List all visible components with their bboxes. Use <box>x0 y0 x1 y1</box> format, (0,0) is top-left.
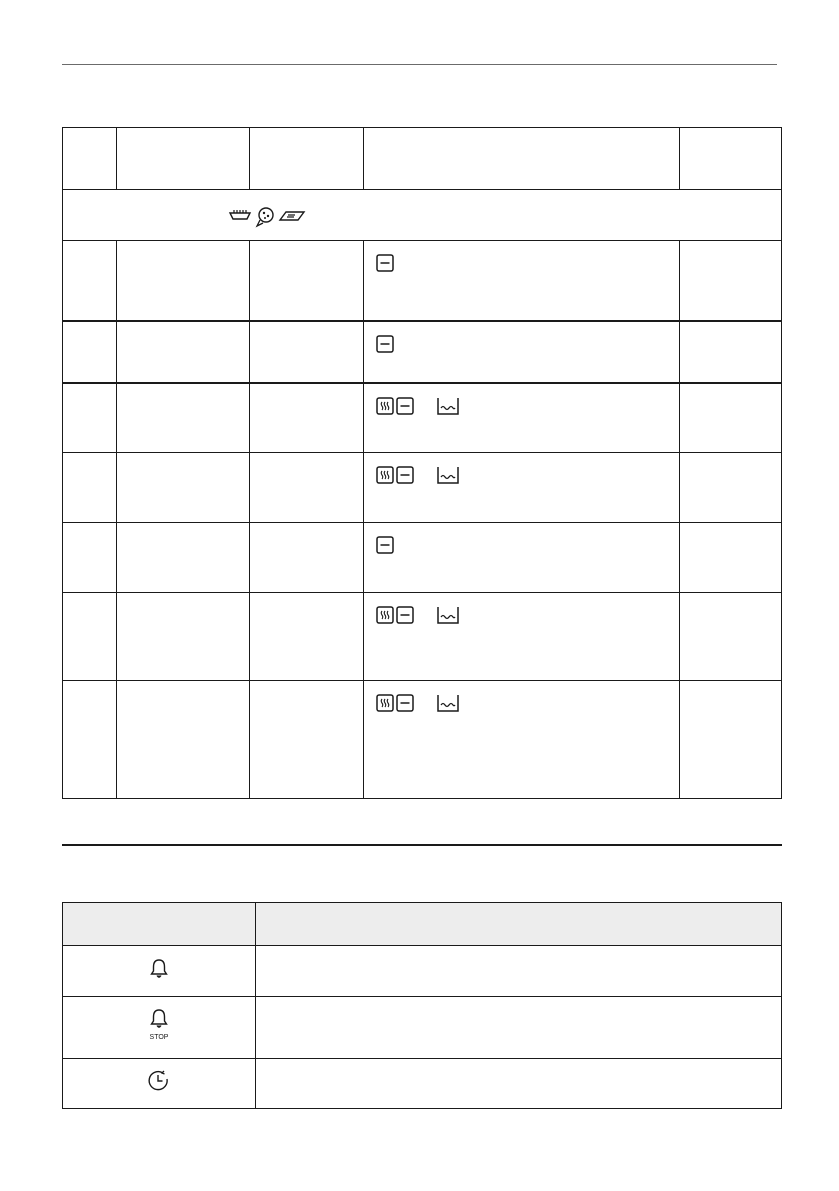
bottom-heat-icon <box>376 536 394 554</box>
steam-icon <box>376 397 394 415</box>
bottom-heat-icon <box>376 254 394 272</box>
section-rule <box>62 844 782 846</box>
function-cell <box>364 321 680 383</box>
bell-icon <box>149 958 169 980</box>
table-row <box>63 1059 782 1109</box>
steam-icon <box>376 466 394 484</box>
table-cell <box>680 241 782 321</box>
header-cell <box>63 128 117 190</box>
bottom-heat-icon <box>396 694 414 712</box>
table-cell <box>250 321 364 383</box>
table-cell <box>250 383 364 453</box>
baking-tray-icon <box>228 206 252 224</box>
function-cell <box>364 383 680 453</box>
function-cell <box>364 593 680 681</box>
bell-stop-icon <box>145 1008 173 1042</box>
table-cell <box>680 681 782 799</box>
table-cell <box>63 593 117 681</box>
table-cell <box>63 681 117 799</box>
table-cell <box>117 453 250 523</box>
stop-caption: STOP <box>149 1034 169 1041</box>
table-row <box>63 946 782 997</box>
function-cell <box>364 241 680 321</box>
function-cell <box>364 681 680 799</box>
table-cell <box>117 523 250 593</box>
water-tank-icon <box>436 694 460 712</box>
table-cell <box>250 241 364 321</box>
table-header-row <box>63 903 782 946</box>
table-cell <box>63 241 117 321</box>
programme-table <box>62 127 782 799</box>
header-cell <box>117 128 250 190</box>
fish-icon <box>278 206 306 226</box>
table-cell <box>680 593 782 681</box>
table-cell <box>680 453 782 523</box>
table-row <box>63 681 782 799</box>
table-row <box>63 453 782 523</box>
table-cell <box>117 681 250 799</box>
table-cell <box>63 383 117 453</box>
table-cell <box>117 383 250 453</box>
bottom-heat-icon <box>376 335 394 353</box>
function-cell <box>364 453 680 523</box>
table-cell <box>250 453 364 523</box>
table-cell <box>63 523 117 593</box>
table-cell <box>117 321 250 383</box>
symbol-cell <box>63 946 256 997</box>
header-cell <box>680 128 782 190</box>
steam-icon <box>376 606 394 624</box>
header-rule <box>62 64 777 65</box>
header-cell <box>256 903 782 946</box>
header-cell <box>364 128 680 190</box>
table-header-row <box>63 128 782 190</box>
function-cell <box>364 523 680 593</box>
header-cell <box>250 128 364 190</box>
table-cell <box>250 593 364 681</box>
table-row <box>63 383 782 453</box>
water-tank-icon <box>436 397 460 415</box>
table-cell <box>117 241 250 321</box>
symbol-cell <box>63 997 256 1059</box>
table-cell <box>250 681 364 799</box>
category-row <box>63 190 782 241</box>
table-row <box>63 321 782 383</box>
table-cell <box>680 321 782 383</box>
table-cell <box>250 523 364 593</box>
water-tank-icon <box>436 466 460 484</box>
bottom-heat-icon <box>396 397 414 415</box>
table-cell <box>63 321 117 383</box>
table-cell <box>680 383 782 453</box>
steam-icon <box>376 694 394 712</box>
pizza-icon <box>254 206 276 228</box>
table-cell <box>256 946 782 997</box>
table-cell <box>256 997 782 1059</box>
category-cell <box>63 190 782 241</box>
table-cell <box>680 523 782 593</box>
bottom-heat-icon <box>396 466 414 484</box>
symbol-cell <box>63 1059 256 1109</box>
bottom-heat-icon <box>396 606 414 624</box>
table-cell <box>117 593 250 681</box>
header-cell <box>63 903 256 946</box>
table-cell <box>63 453 117 523</box>
water-tank-icon <box>436 606 460 624</box>
clock-arrow-icon <box>147 1069 171 1093</box>
table-row <box>63 997 782 1059</box>
table-row <box>63 241 782 321</box>
table-row <box>63 523 782 593</box>
table-row <box>63 593 782 681</box>
table-cell <box>256 1059 782 1109</box>
symbol-table <box>62 902 782 1109</box>
